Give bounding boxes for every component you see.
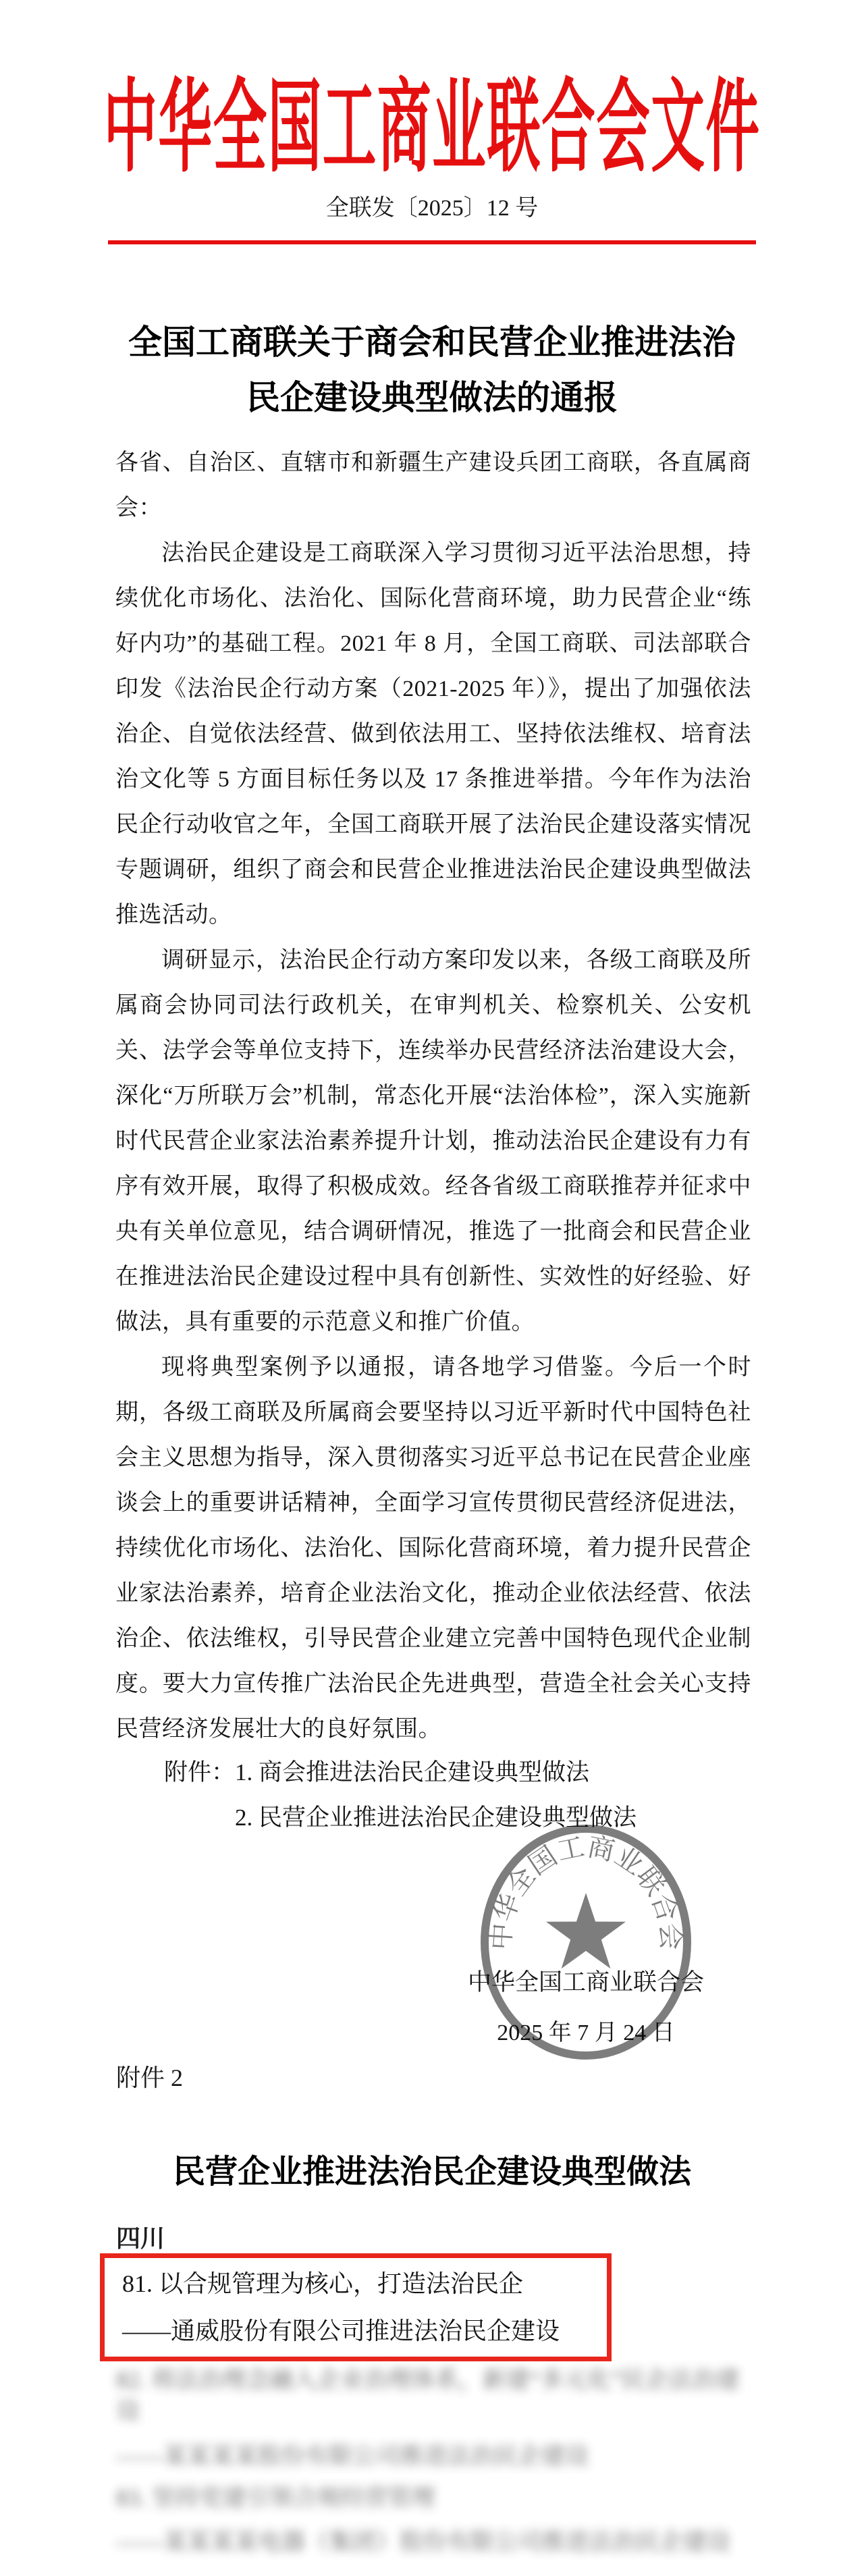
attachment-item-2: 2. 民营企业推进法治民企建设典型做法 (235, 1804, 637, 1831)
seal-star-icon (546, 1893, 626, 1968)
blurred-entry: 82. 将法治理念融入企业治理体系，新建“多元化”民企法治建 (116, 2367, 740, 2393)
notice-title-line1: 全国工商联关于商会和民营企业推进法治 (128, 323, 736, 361)
region-label-sichuan: 四川 (116, 2225, 165, 2252)
attachment2-title: 民营企业推进法治民企建设典型做法 (172, 2154, 691, 2190)
signer-name: 中华全国工商业联合会 (467, 1969, 704, 1995)
blurred-entry: 83. 坚持党建引领合规经营管理 (116, 2485, 435, 2511)
paragraph-3: 现将典型案例予以通报，请各地学习借鉴。今后一个时期，各级工商联及所属商会要坚持以习近平新时代中国特色社会主义思想为指导，深入贯彻落实习近平总书记在民营企业座谈会上的重要讲话精神，全面学习宣传贯彻民营经济促进法，持续优化市场化、法治化、国际化营商环境，着力提升民营企业家法治素养，培育企业法治文化，推动企业依法经营、依法治企、依法维权，引导民营企业建立完善中国特色现代企业制度。要大力宣传推广法治民企先进典型，营造全社会关心支持民营经济发展壮大的良好氛围。 (115, 1355, 751, 1742)
highlight-entry-title: 81. 以合规管理为核心，打造法治民企 (122, 2270, 524, 2297)
official-seal (477, 1823, 695, 2063)
salutation: 各省、自治区、直辖市和新疆生产建设兵团工商联，各直属商会： (115, 450, 751, 520)
notice-title-line2: 民企建设典型做法的通报 (246, 379, 618, 417)
highlight-entry-company: ——通威股份有限公司推进法治民企建设 (122, 2317, 560, 2344)
signature-date: 2025 年 7 月 24 日 (497, 2020, 675, 2045)
letterhead-org-title: 中华全国工商业联合会文件 (103, 72, 761, 184)
paragraph-1: 法治民企建设是工商联深入学习贯彻习近平法治思想，持续优化市场化、法治化、国际化营商环境，助力民营企业“练好内功”的基础工程。2021 年 8 月，全国工商联、司法部联合印发《法治民企行动方案（2021-2025 年）》，提出了加强依法治企、自觉依法经营、做到依法用工、坚持依法维权、培育法治文化等 5 方面目标任务以及 17 条推进举措。今年作为法治民企行动收官之年，全国工商联开展了法治民企建设落实情况专题调研，组织了商会和民营企业推进法治民企建设典型做法推选活动。 (115, 541, 751, 928)
blurred-entry: ——某某某某股份有限公司推进法治民企建设 (116, 2443, 589, 2469)
attachment2-label: 附件 2 (116, 2064, 184, 2091)
highlight-box (100, 2253, 612, 2361)
notice-body (115, 440, 751, 1752)
attachment-item-1: 附件：1. 商会推进法治民企建设典型做法 (164, 1759, 590, 1786)
blurred-entry: ——某某某某电器（集团）股份有限公司推进法治民企建设 (116, 2529, 731, 2555)
letterhead-red-rule (108, 240, 756, 244)
blurred-entry: 设 (116, 2398, 140, 2424)
paragraph-2: 调研显示，法治民企行动方案印发以来，各级工商联及所属商会协同司法行政机关，在审判机关、检察机关、公安机关、法学会等单位支持下，连续举办民营经济法治建设大会，深化“万所联万会”机制，常态化开展“法治体检”，深入实施新时代民营企业家法治素养提升计划，推动法治民企建设有力有序有效开展，取得了积极成效。经各省级工商联推荐并征求中央有关单位意见，结合调研情况，推选了一批商会和民营企业在推进法治民企建设过程中具有创新性、实效性的好经验、好做法，具有重要的示范意义和推广价值。 (115, 948, 751, 1335)
document-number: 全联发〔2025〕12 号 (325, 196, 539, 221)
letterhead (0, 73, 864, 184)
notice-title (0, 315, 864, 425)
seal-arc-text: 中华全国工商业联合会 (485, 1831, 686, 1951)
